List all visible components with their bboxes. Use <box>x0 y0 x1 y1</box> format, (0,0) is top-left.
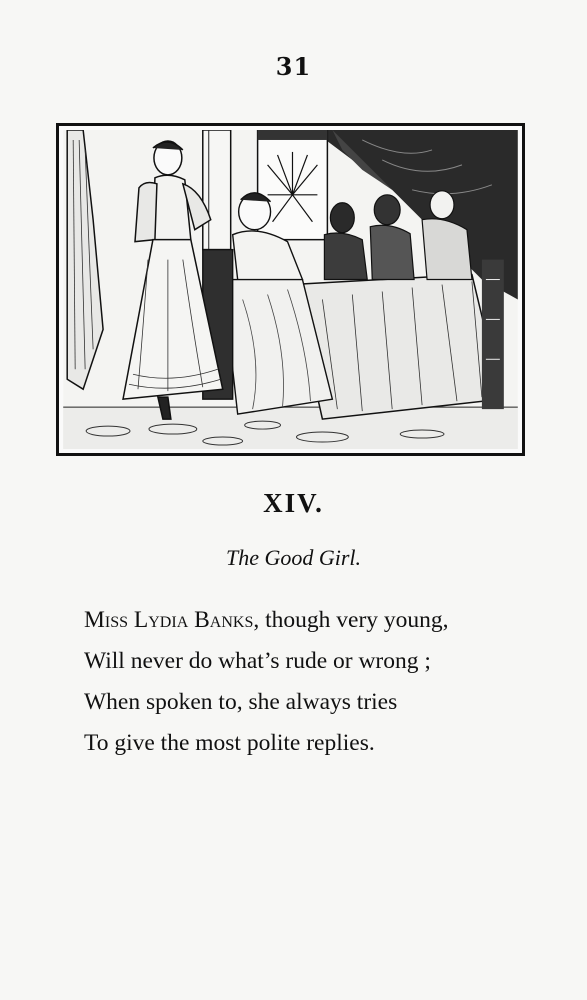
engraving-scene <box>63 130 518 449</box>
page-number: 31 <box>275 52 312 81</box>
poem-line-1-rest: though very young, <box>265 607 449 633</box>
name-banks: Banks, <box>194 607 260 633</box>
engraving-illustration <box>56 123 525 456</box>
poem-title: The Good Girl. <box>225 545 362 570</box>
poem-stanza <box>84 600 554 764</box>
poem-line-1 <box>84 600 554 641</box>
poem-line-4: To give the most polite replies. <box>84 730 375 756</box>
name-miss-lydia: Miss Lydia <box>84 607 189 633</box>
poem-line-2: Will never do what’s rude or wrong ; <box>84 648 431 674</box>
poem-line-3: When spoken to, she always tries <box>84 689 398 715</box>
chapter-numeral: XIV. <box>263 488 324 518</box>
